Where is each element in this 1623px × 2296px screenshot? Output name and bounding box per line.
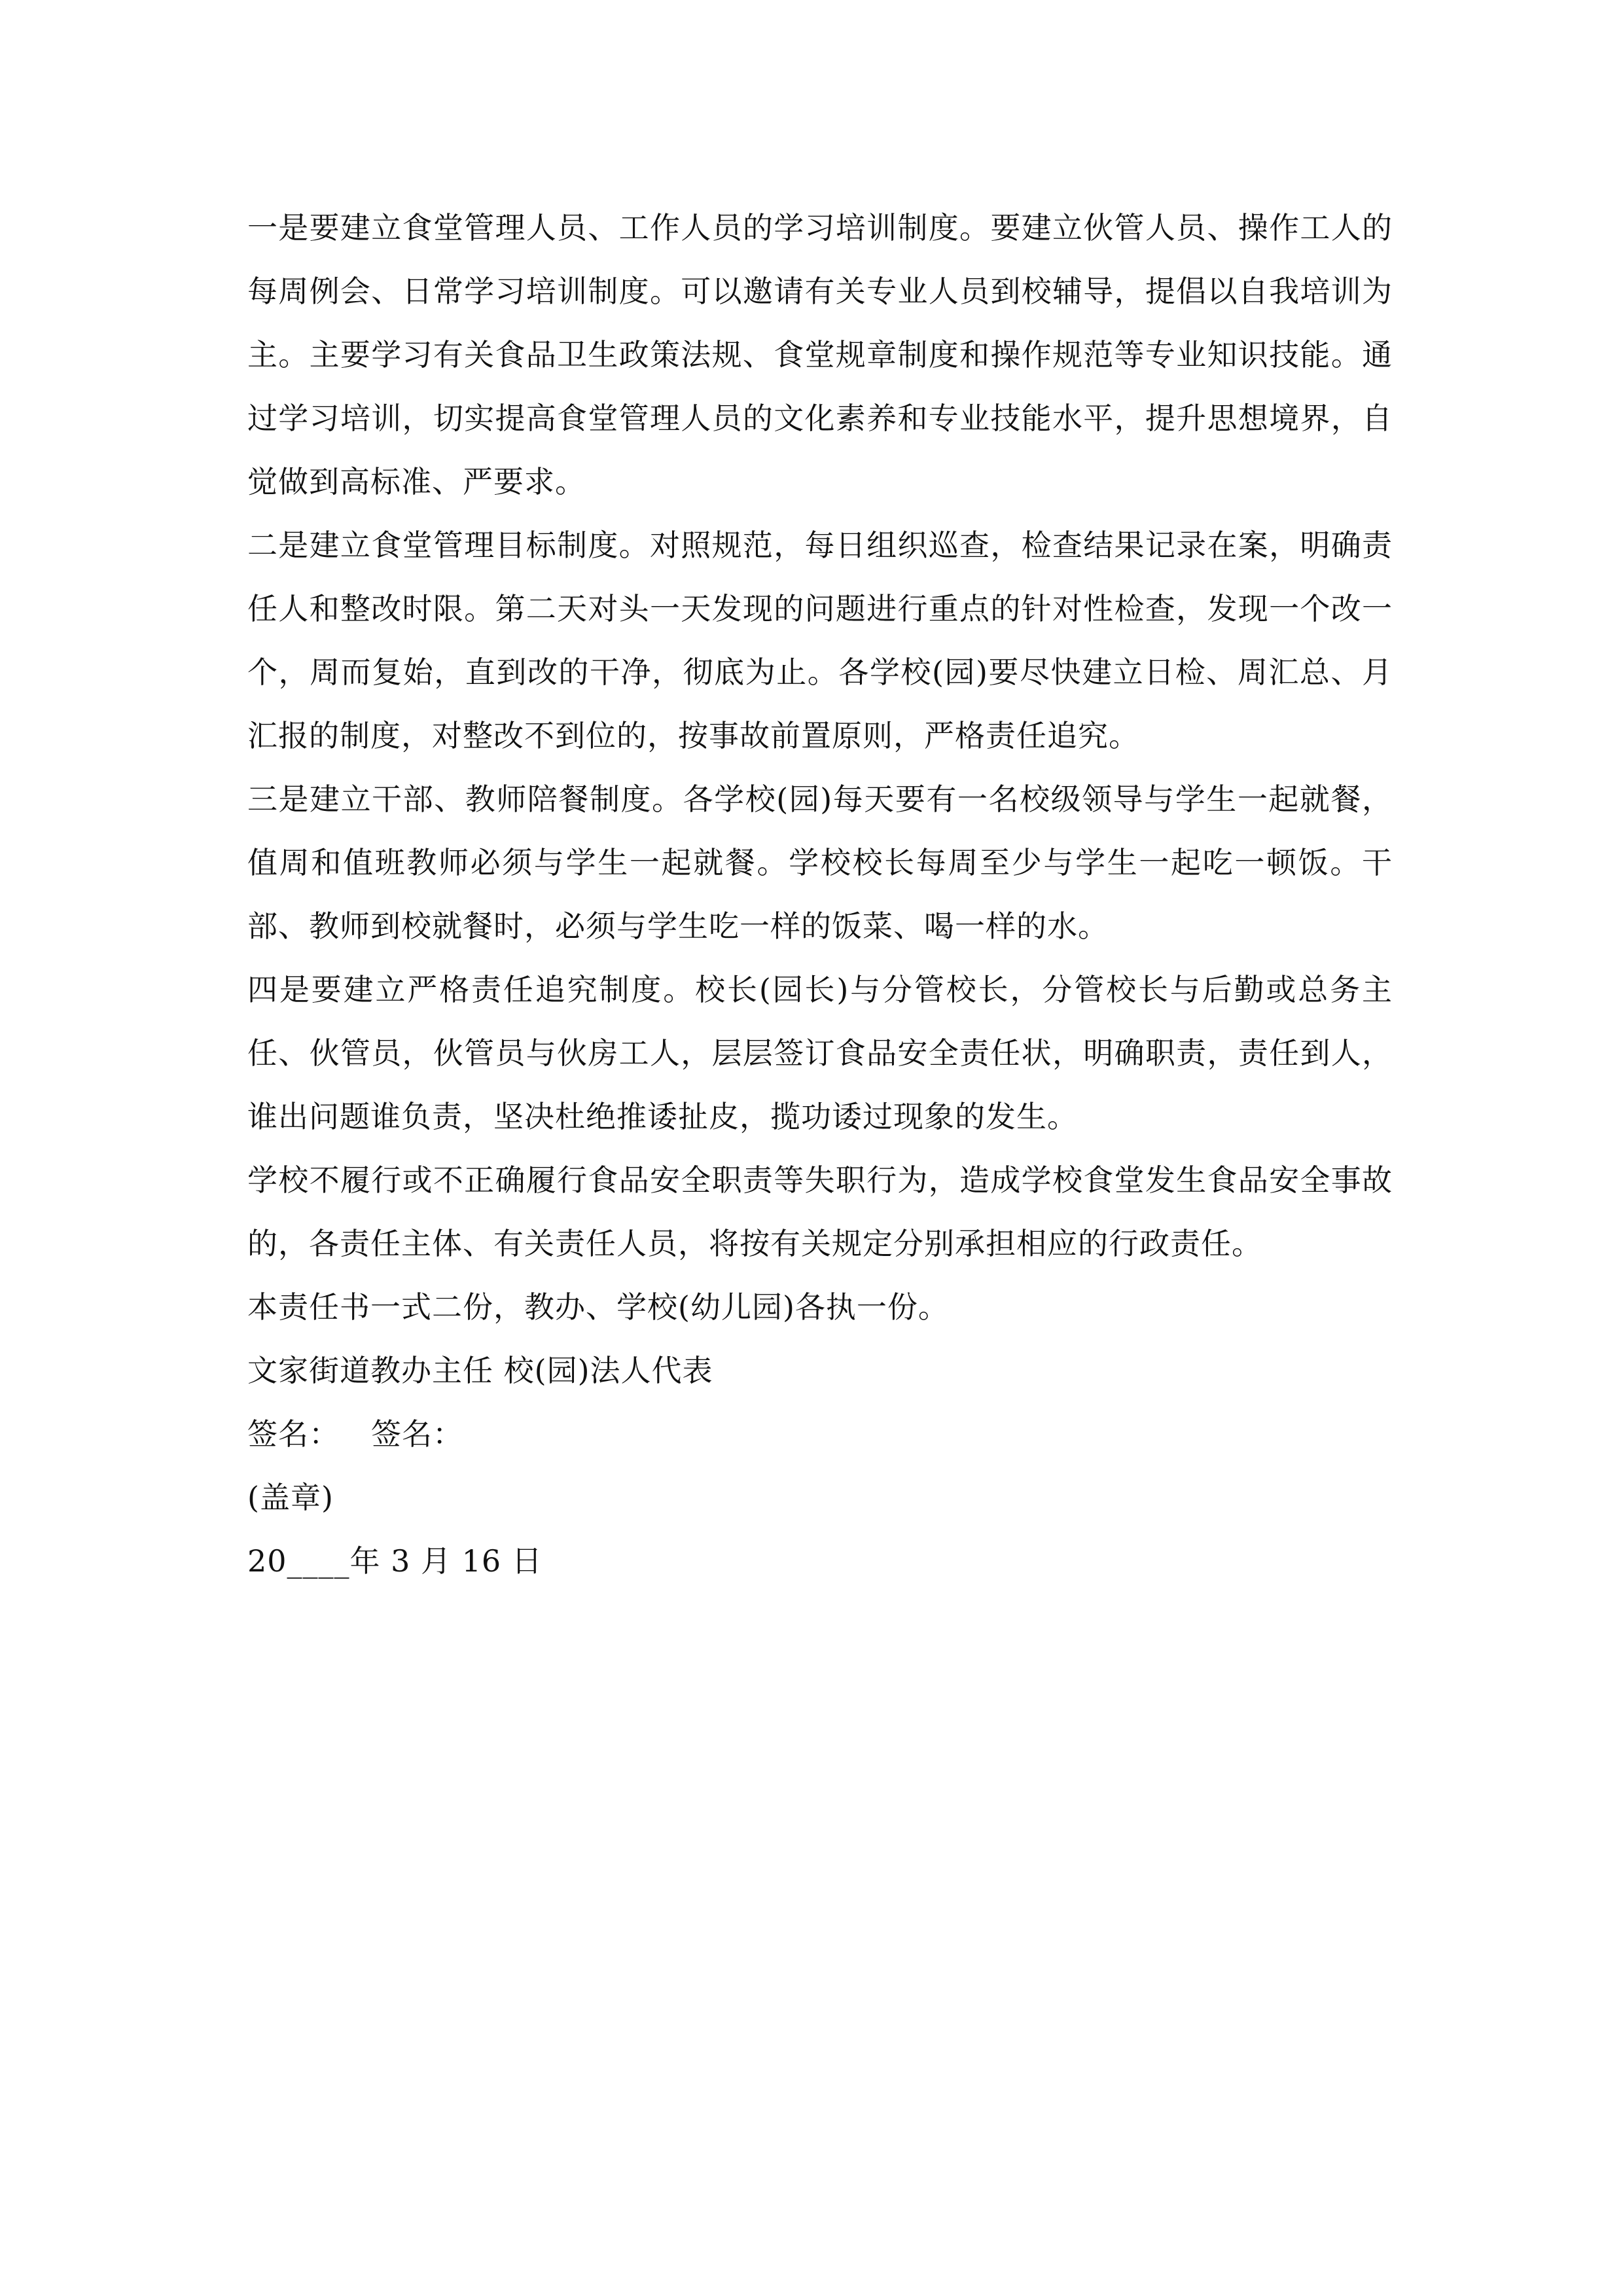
paragraph-accountability: 四是要建立严格责任追究制度。校长(园长)与分管校长，分管校长与后勤或总务主任、伙管员，伙管员与伙房工人，层层签订食品安全责任状，明确职责，责任到人，谁出问题谁负责，坚决杜绝推诿扯皮，揽功诿过现象的发生。 [247, 972, 1393, 1134]
signature-label-left: 签名： [247, 1416, 340, 1452]
document-body [247, 196, 1393, 1593]
document-date: 20____年 3 月 16 日 [247, 1543, 543, 1579]
paragraph-management-targets: 二是建立食堂管理目标制度。对照规范，每日组织巡查，检查结果记录在案，明确责任人和整改时限。第二天对头一天发现的问题进行重点的针对性检查，发现一个改一个，周而复始，直到改的干净，彻底为止。各学校(园)要尽快建立日检、周汇总、月汇报的制度，对整改不到位的，按事故前置原则，严格责任追究。 [247, 528, 1393, 753]
seal-label: (盖章) [247, 1480, 334, 1515]
signature-label-right: 签名： [371, 1416, 463, 1452]
paragraph-liability: 学校不履行或不正确履行食品安全职责等失职行为，造成学校食堂发生食品安全事故的，各责任主体、有关责任人员，将按有关规定分别承担相应的行政责任。 [247, 1162, 1393, 1261]
paragraph-accompany-meal: 三是建立干部、教师陪餐制度。各学校(园)每天要有一名校级领导与学生一起就餐，值周和值班教师必须与学生一起就餐。学校校长每周至少与学生一起吃一顿饭。干部、教师到校就餐时，必须与学生吃一样的饭菜、喝一样的水。 [247, 781, 1393, 944]
signature-row [247, 1403, 1393, 1466]
paragraph-copies: 本责任书一式二份，教办、学校(幼儿园)各执一份。 [247, 1289, 949, 1325]
signature-parties: 文家街道教办主任 校(园)法人代表 [247, 1353, 713, 1388]
paragraph-training-system: 一是要建立食堂管理人员、工作人员的学习培训制度。要建立伙管人员、操作工人的每周例会、日常学习培训制度。可以邀请有关专业人员到校辅导，提倡以自我培训为主。主要学习有关食品卫生政策法规、食堂规章制度和操作规范等专业知识技能。通过学习培训，切实提高食堂管理人员的文化素养和专业技能水平，提升思想境界，自觉做到高标准、严要求。 [247, 210, 1393, 499]
